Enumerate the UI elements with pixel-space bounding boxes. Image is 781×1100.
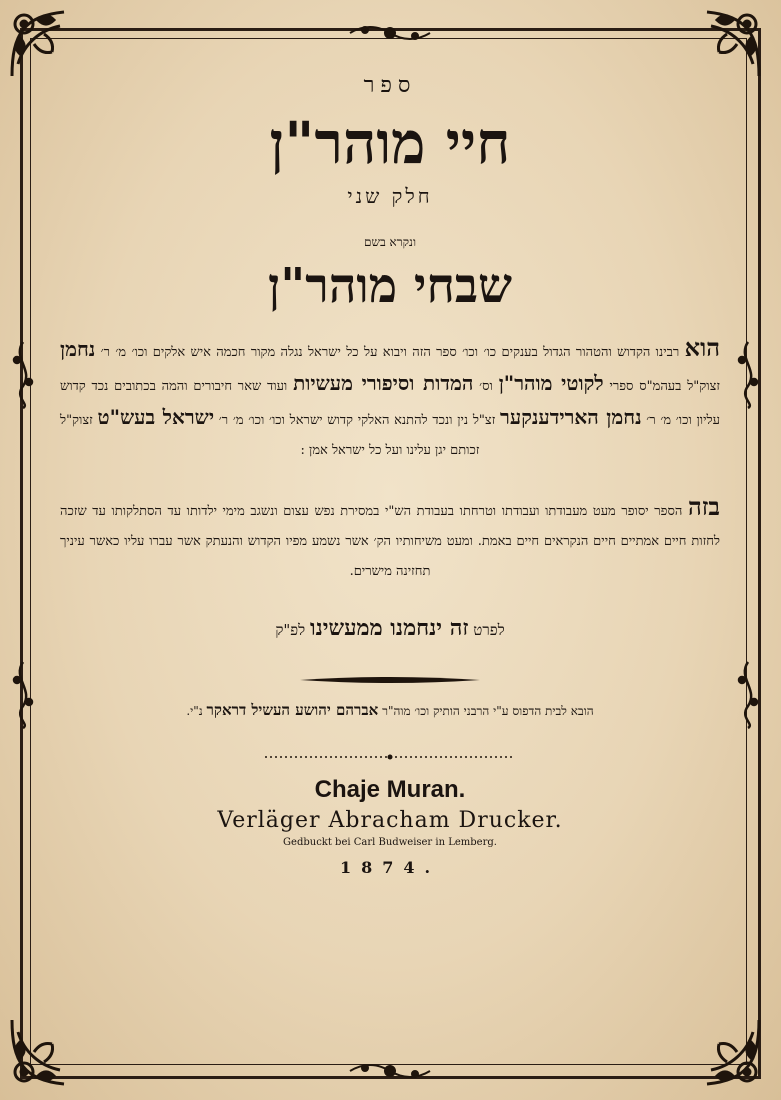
press-line — [60, 701, 720, 720]
chronogram-suffix: לפ"ק — [275, 620, 306, 639]
vine-ornament-icon — [735, 340, 761, 410]
floral-scroll-icon — [4, 1012, 84, 1092]
secondary-title: שבחי מוהר"ן — [268, 257, 512, 314]
paragraph-text: זצוק"ל בעהמ"ס ספרי — [609, 378, 721, 394]
title-page-content — [60, 60, 720, 877]
book-title: המדות וסיפורי מעשיות — [293, 370, 474, 395]
author-name: נחמן — [60, 336, 96, 361]
vine-ornament-icon — [10, 660, 36, 730]
part-label: חלק שני — [347, 183, 433, 208]
paragraph-lead-word: הוא — [684, 332, 721, 362]
content-paragraph — [60, 492, 720, 587]
rule-ornament-icon — [265, 746, 515, 752]
paragraph-text: וס׳ — [479, 378, 493, 394]
bottom-center-ornament-icon — [340, 1060, 440, 1082]
chronogram-line — [60, 615, 720, 641]
floral-scroll-icon — [687, 1012, 767, 1092]
book-title: לקוטי מוהר"ן — [498, 370, 604, 395]
publication-year: 1874. — [339, 857, 441, 877]
vine-ornament-icon — [10, 340, 36, 410]
paragraph-lead-word: בזה — [687, 491, 720, 521]
ancestor-name: ישראל בעש"ט — [97, 404, 215, 429]
rule-ornament-icon — [300, 669, 480, 675]
publisher-line: Verläger Abracham Drucker. — [217, 807, 563, 833]
paragraph-text: זצ"ל נין ונכד להתנא האלקי קדוש ישראל וכו׳ וכו׳ מ׳ ר׳ — [218, 412, 496, 428]
descendant-name: נחמן הארידענקער — [500, 404, 642, 429]
description-paragraph — [60, 333, 720, 466]
paragraph-text: רבינו הקדוש והטהור הגדול בענקים כו׳ וכו׳ ספר הזה ויבוא על כל ישראל נגלה מקור חכמה איש אלקים וכו׳ מ׳ ר׳ — [100, 344, 680, 360]
paragraph-text: ועוד שאר חיבורים והמה בכתובים נכד קדוש עליון וכו׳ מ׳ ר׳ — [60, 378, 720, 428]
printer-line: Gedbuckt bei Carl Budweiser in Lemberg. — [283, 836, 497, 848]
printer-name: אברהם יהושע העשיל דראקר — [206, 700, 379, 719]
sefer-label: ספר — [363, 73, 417, 98]
main-title: חיי מוהר"ן — [269, 109, 511, 177]
chronogram-prefix: לפרט — [473, 620, 505, 639]
press-prefix: הובא לבית הדפוס ע"י הרבני הותיק וכו׳ מוה"ר — [382, 703, 594, 718]
paragraph-text: זצוק"ל זכותם יגן עלינו ועל כל ישראל אמן : — [60, 412, 480, 458]
chronogram-phrase: זה ינחמנו ממעשינו — [309, 614, 469, 641]
latin-title: Chaje Muran. — [314, 775, 466, 803]
called-label: ונקרא בשם — [363, 234, 417, 249]
top-center-ornament-icon — [340, 22, 440, 44]
imprint-block — [60, 776, 720, 877]
paragraph-text: הספר יסופר מעט מעבודתו ועבודתו וטרחתו בעבודת הש"י במסירת נפש עצום ונשגב מימי ילדותו עד הסתלקותו עד שזכה לחזות חיים אמתיים חיים הנקראים חיים באמת. ומעט משיחותיו הק׳ אשר נשמע מפיו הקדוש והנעתק אשר עברו עליו כאשר עיניך תחזינה מישרים. — [60, 503, 720, 579]
press-suffix: נ"י. — [186, 703, 203, 718]
vine-ornament-icon — [735, 660, 761, 730]
